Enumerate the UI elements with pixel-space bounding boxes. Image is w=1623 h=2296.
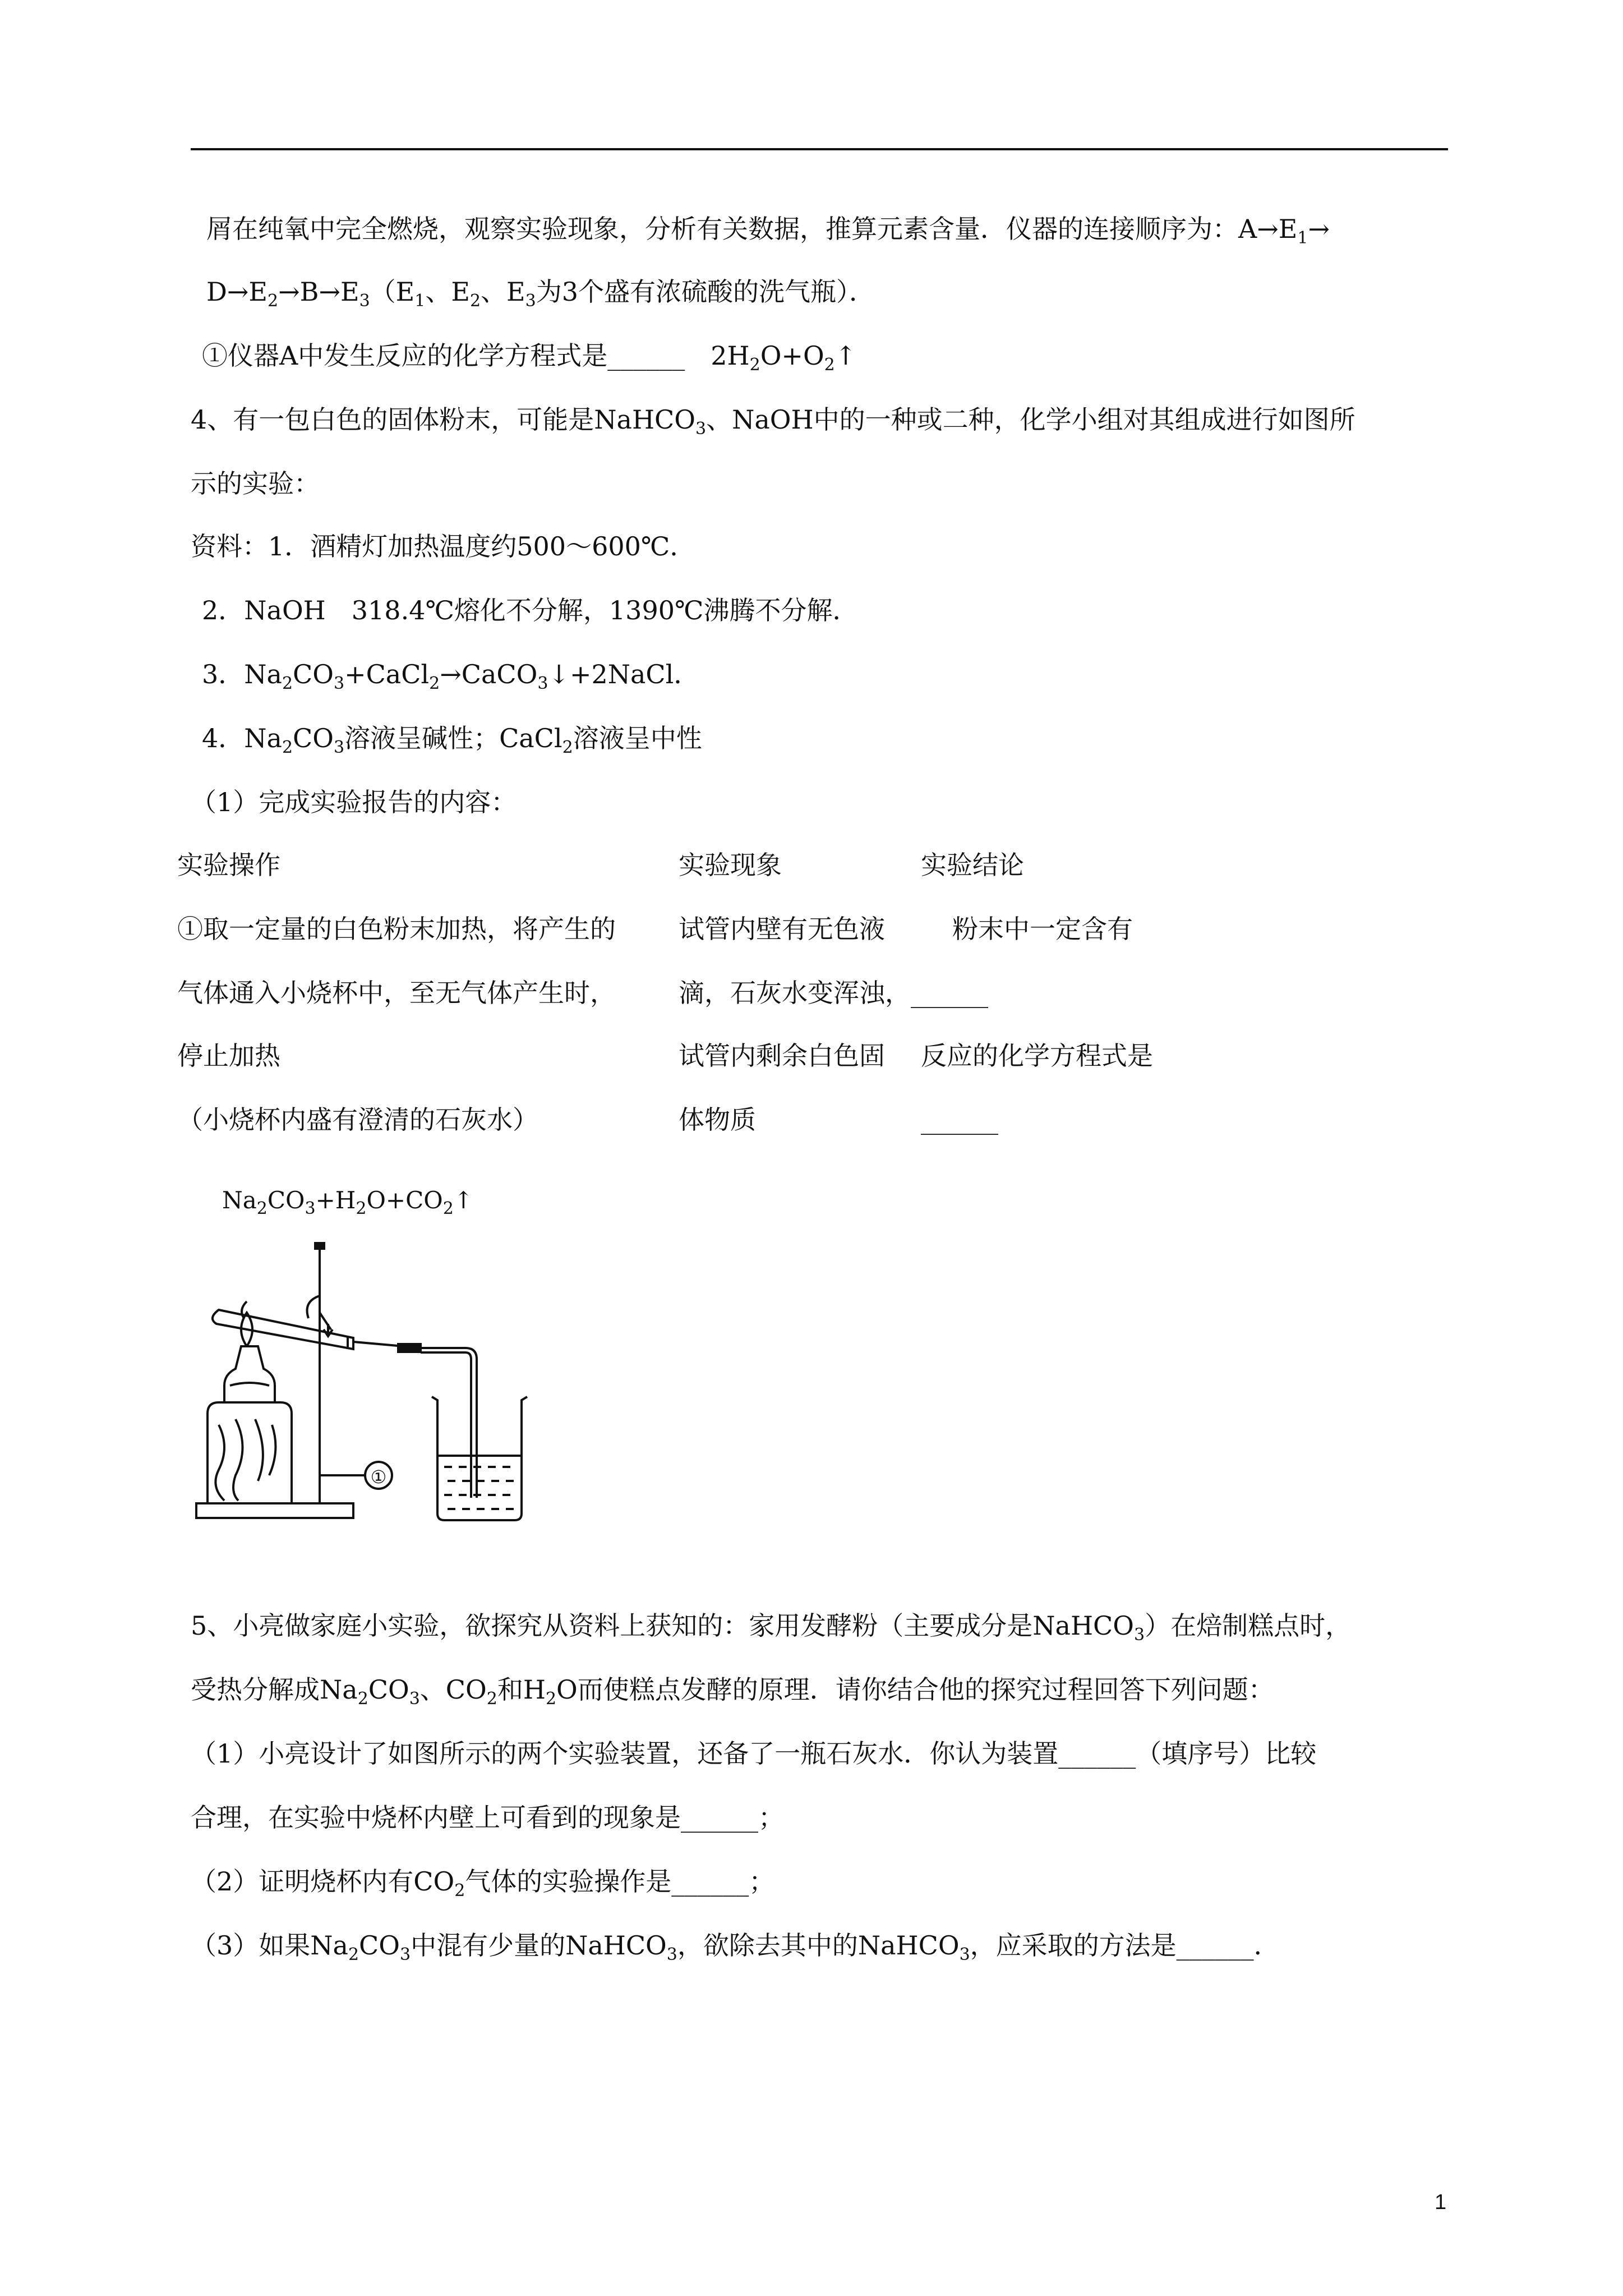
text-line: 合理，在实验中烧杯内壁上可看到的现象是______；	[191, 1802, 784, 1833]
apparatus-figure	[185, 1234, 578, 1537]
info-line: 2．NaOH 318.4℃熔化不分解，1390℃沸腾不分解．	[202, 595, 859, 625]
text-line: 屑在纯氧中完全燃烧，观察实验现象，分析有关数据，推算元素含量．仪器的连接顺序为：$A\to E_1\to$	[206, 214, 1330, 248]
table-cell: 试管内剩余白色固	[679, 1041, 885, 1071]
table-cell: 滴，石灰水变浑浊，______	[679, 978, 988, 1008]
table-cell: （小烧杯内盛有澄清的石灰水）	[177, 1105, 538, 1135]
text-line: 受热分解成$Na_2CO_3$、$CO_2$和$H_2O$而使糕点发酵的原理．请你结合他的探究过程回答下列问题：	[191, 1674, 1274, 1709]
figure-label: ①	[370, 1466, 387, 1488]
table-cell: 反应的化学方程式是	[921, 1041, 1153, 1071]
text-line: $D\to E_2\to B\to E_3(E_1$、$E_2$、$E_3$为3个盛有浓硫酸的洗气瓶）．	[206, 277, 875, 311]
table-cell: 气体通入小烧杯中，至无气体产生时，	[177, 978, 616, 1008]
table-cell: ______	[921, 1105, 998, 1135]
table-cell: 停止加热	[177, 1041, 280, 1071]
text-line: 示的实验：	[191, 468, 320, 499]
table-header: 实验现象	[679, 850, 782, 880]
question-4-line: 4、有一包白色的固体粉末，可能是NaHCO$_3$、NaOH中的一种或二种，化学小组对其组成进行如图所	[191, 404, 1355, 439]
table-header: 实验结论	[921, 850, 1024, 880]
header-rule	[191, 148, 1448, 150]
page-number: 1	[1435, 2191, 1447, 2214]
sub-question: （2）证明烧杯内有$CO_2$气体的实验操作是______；	[191, 1866, 775, 1901]
equation-line: $Na_2CO_3+H_2O+CO_2↑$	[222, 1186, 473, 1218]
task-line: （1）完成实验报告的内容：	[191, 787, 517, 817]
table-cell: 体物质	[679, 1105, 756, 1135]
table-cell: ①取一定量的白色粉末加热，将产生的	[177, 914, 616, 944]
table-header: 实验操作	[177, 850, 280, 880]
table-cell: 试管内壁有无色液	[679, 914, 885, 944]
question-5-line: 5、小亮做家庭小实验，欲探究从资料上获知的：家用发酵粉（主要成分是NaHCO$_3$）在焙制糕点时，	[191, 1611, 1352, 1645]
sub-question: （1）小亮设计了如图所示的两个实验装置，还备了一瓶石灰水．你认为装置______（填序号）比较	[191, 1738, 1317, 1769]
info-line: 资料：1．酒精灯加热温度约500～600℃．	[191, 531, 696, 562]
text-line: ①仪器A中发生反应的化学方程式是______ $2H_2O+O_2↑$	[202, 341, 857, 375]
sub-question: （3）如果$Na_2CO_3$中混有少量的NaHCO$_3$，欲除去其中的NaHCO$_3$，应采取的方法是______．	[191, 1930, 1280, 1964]
info-line: 4．$Na_2CO_3$溶液呈碱性；CaCl$_2$溶液呈中性	[202, 723, 702, 757]
info-line: 3．$Na_2CO_3+CaCl_2\to CaCO_3↓+2NaCl$．	[202, 659, 700, 693]
table-cell: 粉末中一定含有	[952, 914, 1133, 944]
